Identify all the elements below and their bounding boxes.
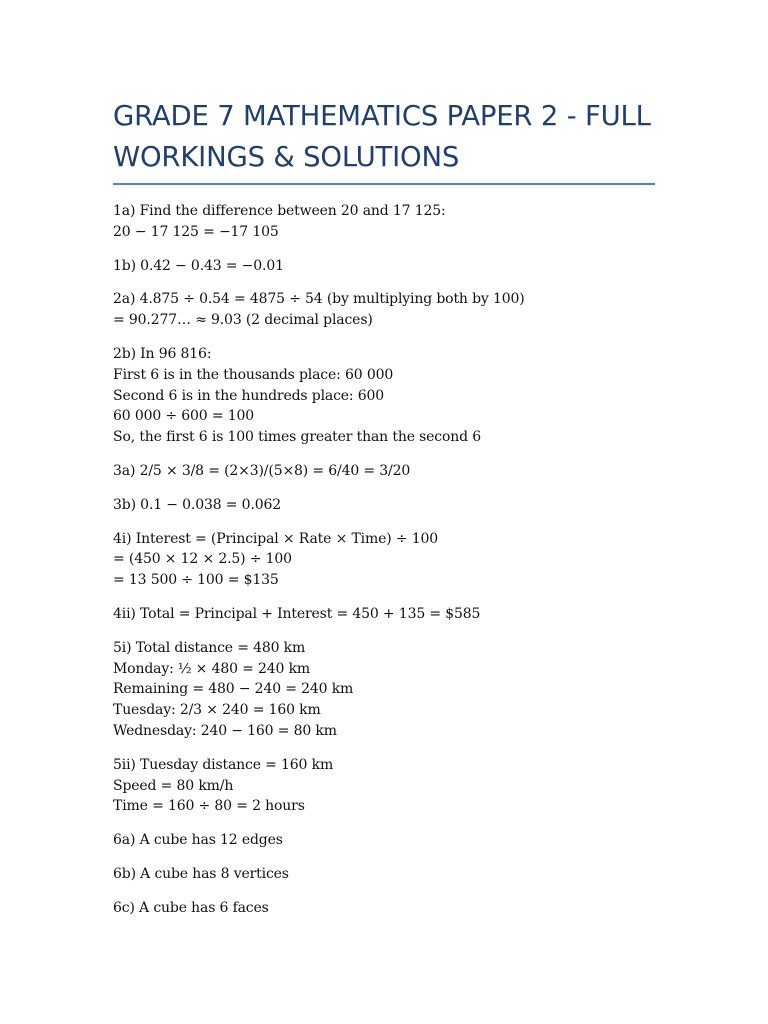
solution-line: Second 6 is in the hundreds place: 600 xyxy=(113,387,385,404)
solution-line: So, the first 6 is 100 times greater than the second 6 xyxy=(113,429,481,446)
solution-block xyxy=(113,604,655,625)
solution-line: 6a) A cube has 12 edges xyxy=(113,832,283,849)
solution-line: = 13 500 ÷ 100 = $135 xyxy=(113,572,279,589)
solution-line: Speed = 80 km/h xyxy=(113,777,234,794)
solution-block xyxy=(113,638,655,742)
solution-line: 6c) A cube has 6 faces xyxy=(113,899,269,916)
solution-block xyxy=(113,495,655,516)
solution-block xyxy=(113,201,655,243)
solution-line: Time = 160 ÷ 80 = 2 hours xyxy=(113,798,305,815)
solution-block xyxy=(113,898,655,919)
solution-block xyxy=(113,529,655,591)
solution-line: 6b) A cube has 8 vertices xyxy=(113,865,289,882)
solution-line: 4ii) Total = Principal + Interest = 450 + 135 = $585 xyxy=(113,605,481,622)
solution-line: 3b) 0.1 − 0.038 = 0.062 xyxy=(113,496,282,513)
solution-line: 3a) 2/5 × 3/8 = (2×3)/(5×8) = 6/40 = 3/20 xyxy=(113,462,411,479)
solution-block xyxy=(113,461,655,482)
solution-block xyxy=(113,344,655,448)
solution-line: = 90.277… ≈ 9.03 (2 decimal places) xyxy=(113,312,373,329)
solutions-body xyxy=(113,201,655,919)
solution-line: 60 000 ÷ 600 = 100 xyxy=(113,408,254,425)
page-title-line-2: WORKINGS & SOLUTIONS xyxy=(113,141,460,173)
solution-line: First 6 is in the thousands place: 60 000 xyxy=(113,366,394,383)
solution-block xyxy=(113,864,655,885)
title-underline xyxy=(113,183,655,185)
solution-line: Remaining = 480 − 240 = 240 km xyxy=(113,681,354,698)
solution-line: 1b) 0.42 − 0.43 = −0.01 xyxy=(113,257,284,274)
solution-line: 2a) 4.875 ÷ 0.54 = 4875 ÷ 54 (by multiplying both by 100) xyxy=(113,291,525,308)
solution-block xyxy=(113,256,655,277)
solution-line: Tuesday: 2/3 × 240 = 160 km xyxy=(113,702,321,719)
solution-line: Wednesday: 240 − 160 = 80 km xyxy=(113,722,337,739)
solution-line: Monday: ½ × 480 = 240 km xyxy=(113,660,311,677)
solution-block xyxy=(113,755,655,817)
solution-line: 5ii) Tuesday distance = 160 km xyxy=(113,756,334,773)
solution-block xyxy=(113,830,655,851)
solution-line: 4i) Interest = (Principal × Rate × Time) ÷ 100 xyxy=(113,530,439,547)
solution-line: 5i) Total distance = 480 km xyxy=(113,639,306,656)
solution-line: 1a) Find the difference between 20 and 17 125: xyxy=(113,203,446,219)
page-title xyxy=(113,96,655,183)
solution-line: = (450 × 12 × 2.5) ÷ 100 xyxy=(113,551,292,568)
solution-block xyxy=(113,289,655,331)
page-title-line-1: GRADE 7 MATHEMATICS PAPER 2 - FULL xyxy=(113,100,651,132)
solution-line: 20 − 17 125 = −17 105 xyxy=(113,223,279,240)
solution-line: 2b) In 96 816: xyxy=(113,345,212,362)
document-page xyxy=(113,96,655,932)
